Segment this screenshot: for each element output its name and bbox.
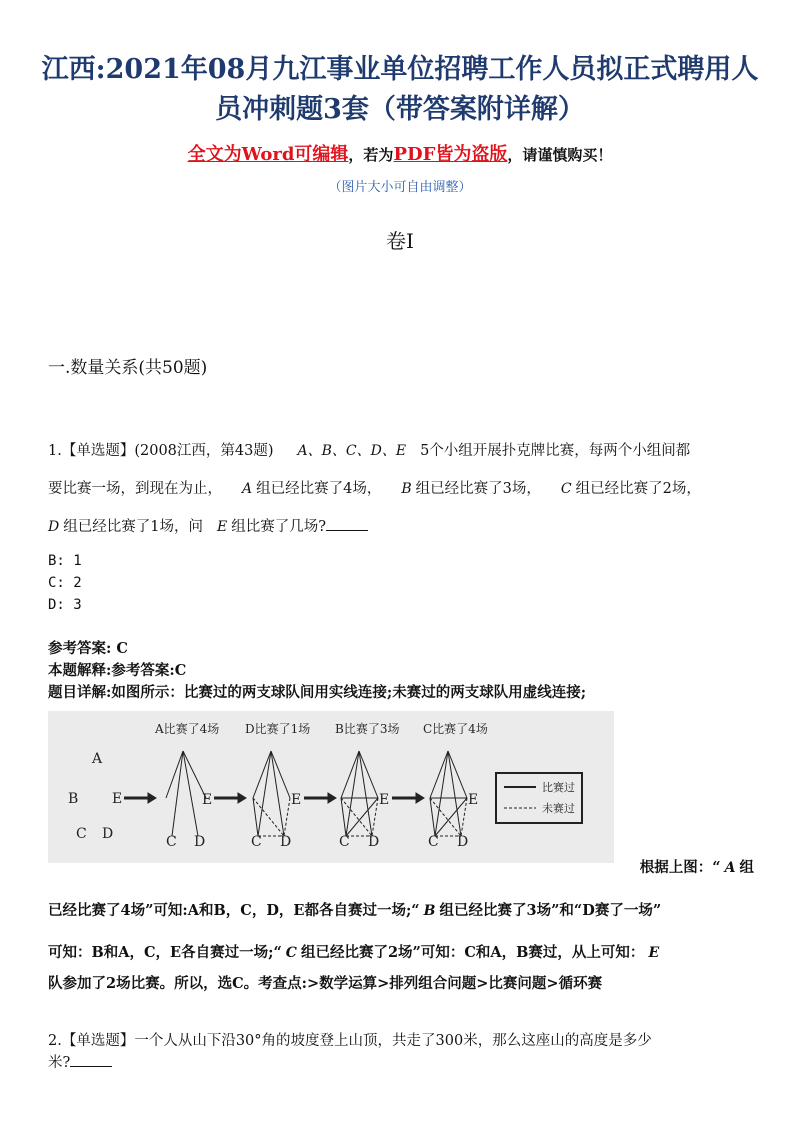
g2-node-c: C xyxy=(251,834,262,850)
legend-not-played-label: 未赛过 xyxy=(542,802,575,815)
notice-end: ，请谨慎购买！ xyxy=(507,146,613,164)
g3-node-c: C xyxy=(339,834,350,850)
caption-2: D比赛了1场 xyxy=(245,722,311,736)
document-title-line-1: 江西:2021年08月九江事业单位招聘工作人员拟正式聘用人 xyxy=(41,54,759,85)
question-1-stem xyxy=(48,432,754,546)
explanation-line-2: 可知：B和A，C，E各自赛过一场;“ C 组已经比赛了2场”可知：C和A，B赛过，从上可知： E xyxy=(48,944,660,961)
document-title-line-2: 员冲刺题3套（带答案附详解） xyxy=(215,94,585,125)
g3-node-e: E xyxy=(379,792,390,808)
graph-4-edges xyxy=(430,751,467,836)
section-heading: 一.数量关系(共50题) xyxy=(48,358,208,378)
group-letters: A、B、C、D、E xyxy=(297,443,407,459)
option-b: B: 1 xyxy=(48,553,82,569)
question-1-line-2: 要比赛一场，到现在为止， A 组已经比赛了4场， B 组已经比赛了3场， C 组已经比赛了2场， xyxy=(48,481,701,497)
legend-played-label: 比赛过 xyxy=(542,781,575,794)
image-resize-note: （图片大小可自由调整） xyxy=(328,180,472,195)
g2-node-d: D xyxy=(280,834,292,850)
detailed-explanation: 题目详解:如图所示：比赛过的两支球队间用实线连接;未赛过的两支球队用虚线连接; xyxy=(48,684,587,701)
answer-blank-2 xyxy=(70,1052,112,1067)
explanation-label: 本题解释:参考答案:C xyxy=(48,662,187,679)
g1-node-c: C xyxy=(166,834,177,850)
graph-3-edges xyxy=(341,751,378,836)
option-c: C: 2 xyxy=(48,575,82,591)
node-e-initial: E xyxy=(112,791,123,807)
g4-node-d: D xyxy=(457,834,469,850)
caption-3: B比赛了3场 xyxy=(335,722,400,736)
notice-pdf-pirated: PDF皆为盗版 xyxy=(393,144,508,165)
copyright-notice xyxy=(0,140,800,166)
notice-word-editable: 全文为Word可编辑 xyxy=(187,144,349,165)
reference-answer: 参考答案: C xyxy=(48,640,128,657)
option-d: D: 3 xyxy=(48,597,82,613)
arrow-2 xyxy=(214,793,246,803)
question-2-line-2: 米? xyxy=(48,1052,754,1074)
figure-conclusion-start: 根据上图：“ A 组 xyxy=(639,859,754,876)
g2-node-e: E xyxy=(291,792,302,808)
node-d-initial: D xyxy=(102,826,114,842)
question-1-line-1: 1.【单选题】(2008江西，第43题) A、B、C、D、E 5个小组开展扑克牌比赛，每两个小组间都 xyxy=(48,443,691,459)
question-1-line-3: D 组已经比赛了1场，问 E 组比赛了几场? xyxy=(48,508,754,546)
g1-node-e: E xyxy=(202,792,213,808)
arrow-3 xyxy=(304,793,336,803)
node-c-initial: C xyxy=(76,826,87,842)
node-b-initial: B xyxy=(68,791,79,807)
match-graph-figure xyxy=(48,711,614,863)
g4-node-c: C xyxy=(428,834,439,850)
arrow-1 xyxy=(124,793,156,803)
question-2-stem xyxy=(48,1030,754,1074)
graph-1-edges xyxy=(166,751,206,836)
notice-middle: ，若为 xyxy=(348,146,394,164)
explanation-line-3: 队参加了2场比赛。所以，选C。考查点:>数学运算>排列组合问题>比赛问题>循环赛 xyxy=(48,975,603,992)
answer-blank xyxy=(326,516,368,531)
g3-node-d: D xyxy=(368,834,380,850)
question-2-line-1: 2.【单选题】一个人从山下沿30°角的坡度登上山顶，共走了300米，那么这座山的高度是多少 xyxy=(48,1033,652,1049)
arrow-4 xyxy=(392,793,424,803)
g1-node-d: D xyxy=(194,834,206,850)
node-a-initial: A xyxy=(92,751,103,767)
caption-4: C比赛了4场 xyxy=(423,722,488,736)
graph-2-edges xyxy=(253,751,290,836)
caption-1: A比赛了4场 xyxy=(155,722,220,736)
volume-heading: 卷I xyxy=(386,229,414,253)
explanation-line-1: 已经比赛了4场”可知:A和B，C，D，E都各自赛过一场;“ B 组已经比赛了3场”和“D赛了一场” xyxy=(48,902,662,919)
g4-node-e: E xyxy=(468,792,479,808)
